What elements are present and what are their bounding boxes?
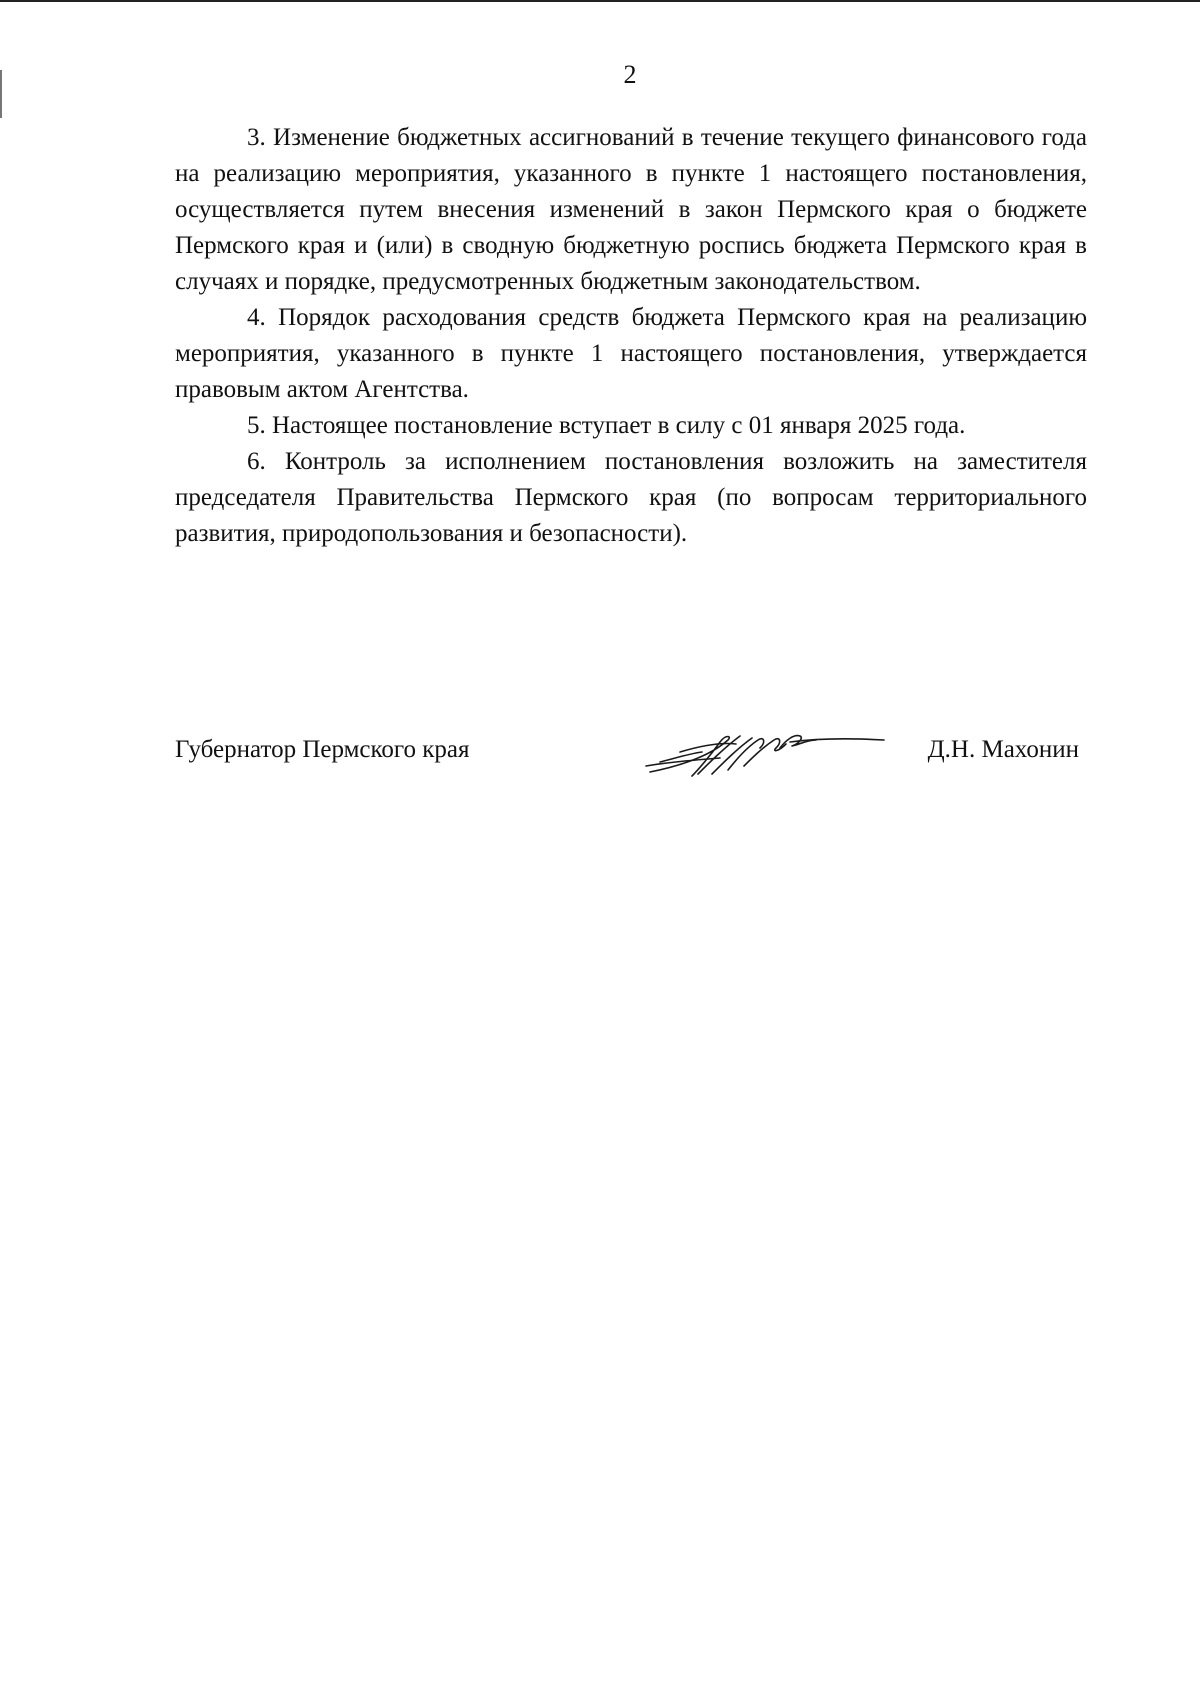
signatory-title: Губернатор Пермского края	[175, 736, 470, 763]
document-body	[175, 120, 1087, 552]
signature-block	[175, 722, 1087, 782]
paragraph-4: 4. Порядок расходования средств бюджета Пермского края на реализацию мероприятия, указанного в пункте 1 настоящего постановления, утверждается правовым актом Агентства.	[175, 304, 1087, 403]
paragraph-3: 3. Изменение бюджетных ассигнований в течение текущего финансового года на реализацию мероприятия, указанного в пункте 1 настоящего постановления, осуществляется путем внесения изменений в закон Пермского края о бюджете Пермского края и (или) в сводную бюджетную роспись бюджета Пермского края в случаях и порядке, предусмотренных бюджетным законодательством.	[175, 124, 1087, 295]
handwritten-signature	[640, 722, 890, 782]
page-number: 2	[623, 60, 637, 89]
paragraph-5: 5. Настоящее постановление вступает в силу с 01 января 2025 года.	[247, 412, 966, 439]
scan-edge-top	[0, 0, 1200, 2]
paragraph-6: 6. Контроль за исполнением постановления возложить на заместителя председателя Правительства Пермского края (по вопросам территориального развития, природопользования и безопасности).	[175, 448, 1087, 547]
signatory-name: Д.Н. Махонин	[927, 736, 1079, 763]
